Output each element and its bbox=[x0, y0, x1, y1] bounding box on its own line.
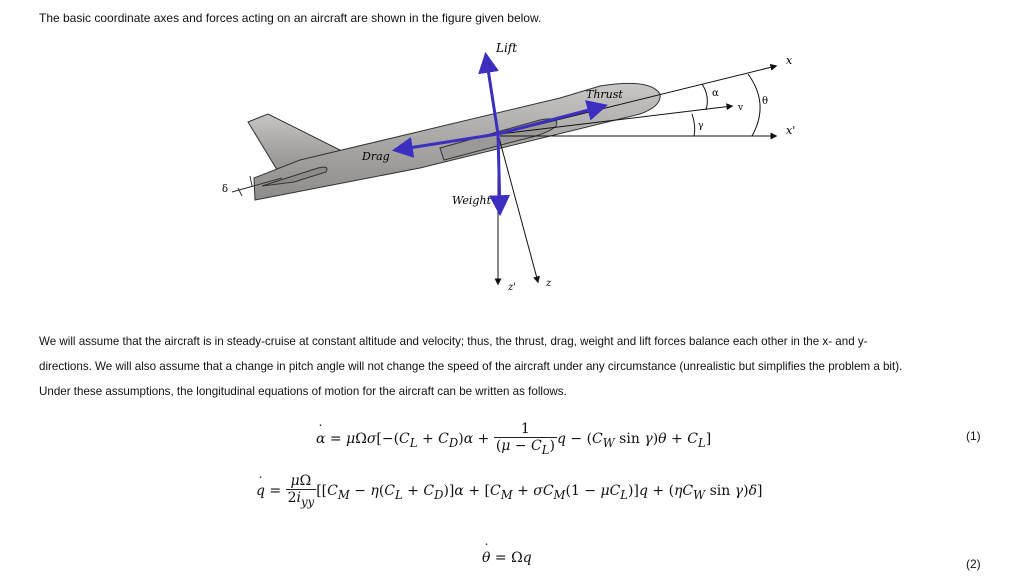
theta-label: θ bbox=[762, 96, 769, 107]
theta-arc bbox=[748, 74, 760, 136]
x-label: x bbox=[786, 54, 793, 67]
weight-label: Weight bbox=[452, 194, 491, 207]
paragraph-line: Under these assumptions, the longitudinal equations of motion for the aircraft can be written as follows. bbox=[39, 385, 567, 398]
weight-arrow bbox=[498, 134, 500, 212]
lift-label: Lift bbox=[496, 41, 518, 55]
z-prime-label: z' bbox=[508, 282, 517, 293]
x-prime-label: x' bbox=[786, 124, 796, 137]
equation-q-dot: q ˙ = $\frac{\mu\Omega}{2i_{yy}}$ [$[C_M - \eta(C_L + C_D)]\alpha + [C_M + \sigma C_M(1 - \mu C_L)]q + (\eta C_W$ sin γ)δ] bbox=[256, 473, 762, 509]
v-label: v bbox=[738, 103, 744, 113]
z-label: z bbox=[546, 278, 552, 289]
gamma-arc bbox=[692, 114, 695, 136]
alpha-label: α bbox=[712, 88, 719, 99]
equation-number: (2) bbox=[966, 557, 981, 571]
drag-label: Drag bbox=[362, 150, 390, 163]
equation-number: (1) bbox=[966, 429, 981, 443]
equation-alpha-dot: α ˙ = $\mu\Omega\sigma[-(C_L + C_D)\alpha$ + $\frac{1}{(\mu - C_L)}$ $q - (C_W$ $\sin \gamma)\theta + C_L$] bbox=[316, 421, 711, 457]
assumptions-paragraph bbox=[39, 329, 983, 404]
gamma-label: γ bbox=[698, 121, 704, 131]
paragraph-line: We will assume that the aircraft is in steady-cruise at constant altitude and velocity; thus, the thrust, drag, weight and lift forces balance each other in the x- and y- bbox=[39, 335, 868, 348]
paragraph-line: directions. We will also assume that a change in pitch angle will not change the speed of the aircraft under any circumstance (unrealistic but simplifies the problem a bit). bbox=[39, 360, 903, 373]
equation-theta-dot: θ ˙ = Ωq bbox=[482, 550, 532, 566]
alpha-arc bbox=[702, 84, 707, 110]
thrust-label: Thrust bbox=[586, 88, 623, 101]
intro-text: The basic coordinate axes and forces acting on an aircraft are shown in the figure given below. bbox=[39, 11, 542, 25]
delta-label: δ bbox=[222, 184, 229, 195]
z-axis bbox=[498, 134, 538, 282]
